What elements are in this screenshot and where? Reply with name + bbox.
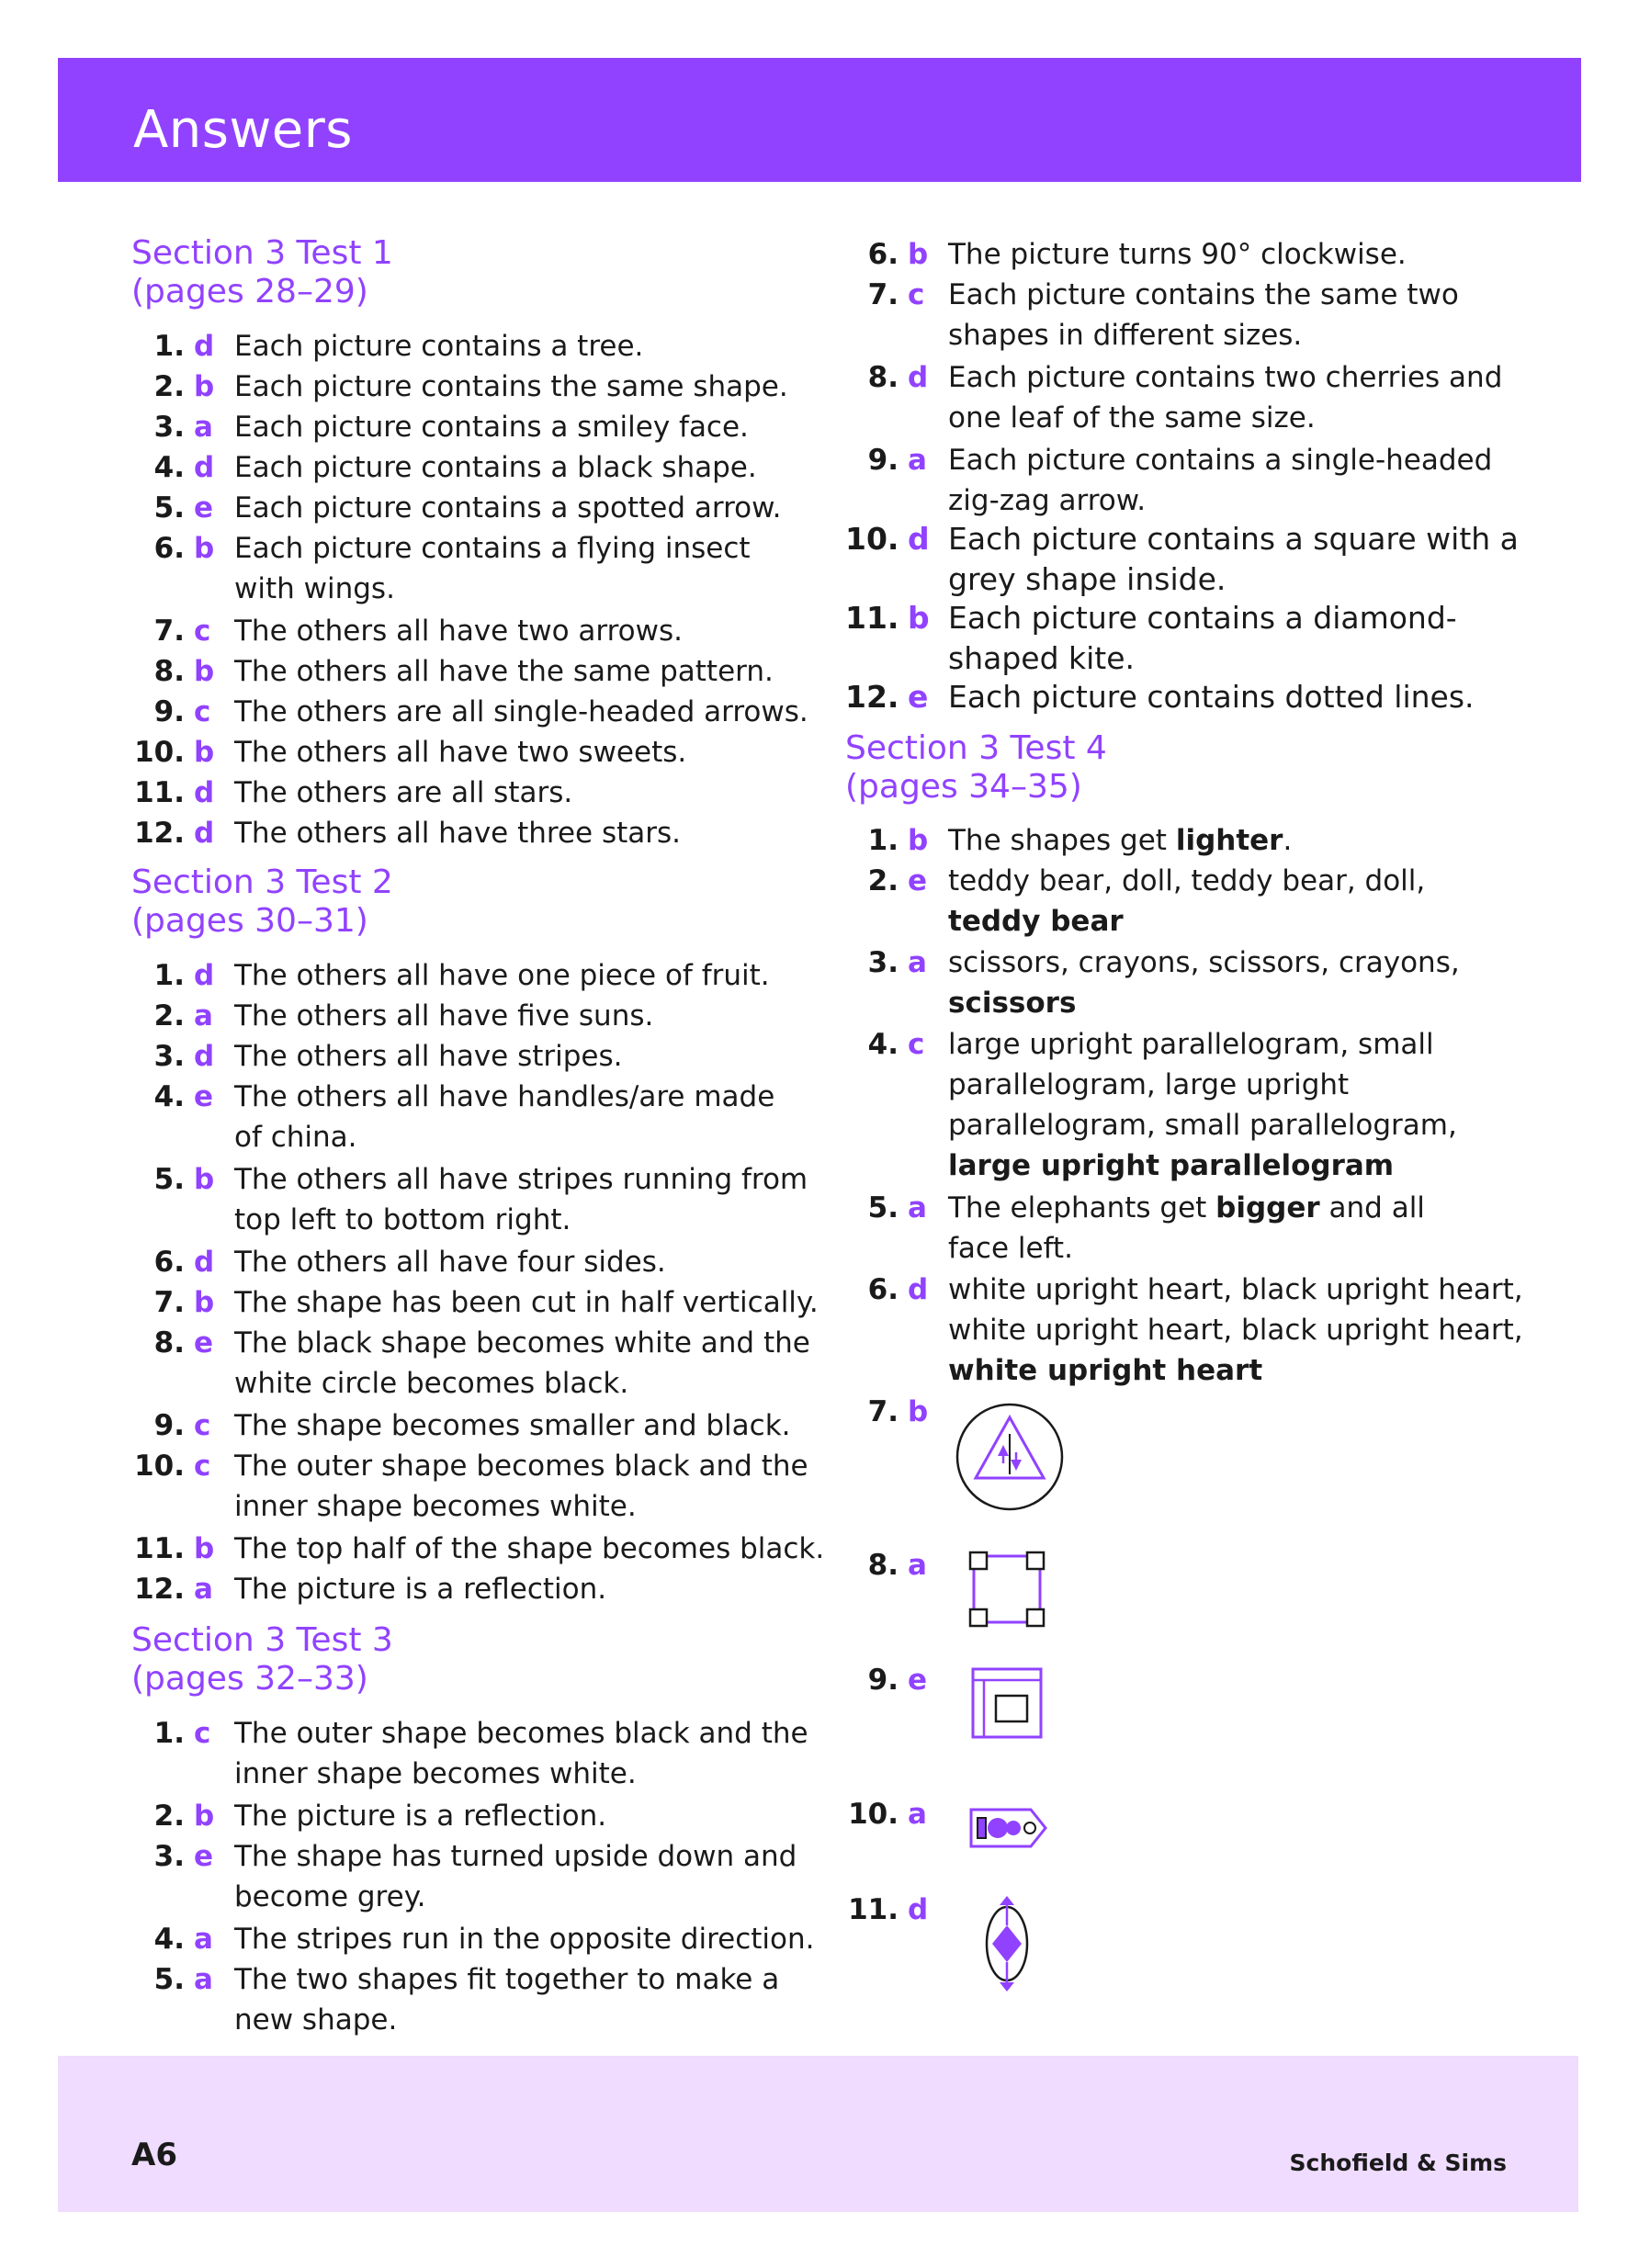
footer-band: [58, 2056, 1578, 2212]
section-heading: Section 3 Test 1 (pages 28–29): [131, 234, 393, 310]
section-heading: Section 3 Test 2 (pages 30–31): [131, 863, 393, 940]
header-band: [58, 58, 1581, 182]
oval-diamond-arrows-icon: [981, 1894, 1033, 1993]
square-corner-squares-icon: [968, 1551, 1046, 1628]
section-heading: Section 3 Test 4 (pages 34–35): [845, 729, 1107, 806]
tag-with-shapes-icon: [968, 1806, 1049, 1850]
page-title: Answers: [133, 100, 353, 160]
page-number: A6: [131, 2137, 177, 2173]
section-heading: Section 3 Test 3 (pages 32–33): [131, 1621, 393, 1698]
circle-triangle-arrows-icon: [954, 1401, 1066, 1513]
publisher-name: Schofield & Sims: [1289, 2150, 1507, 2176]
nested-squares-icon: [970, 1666, 1044, 1740]
